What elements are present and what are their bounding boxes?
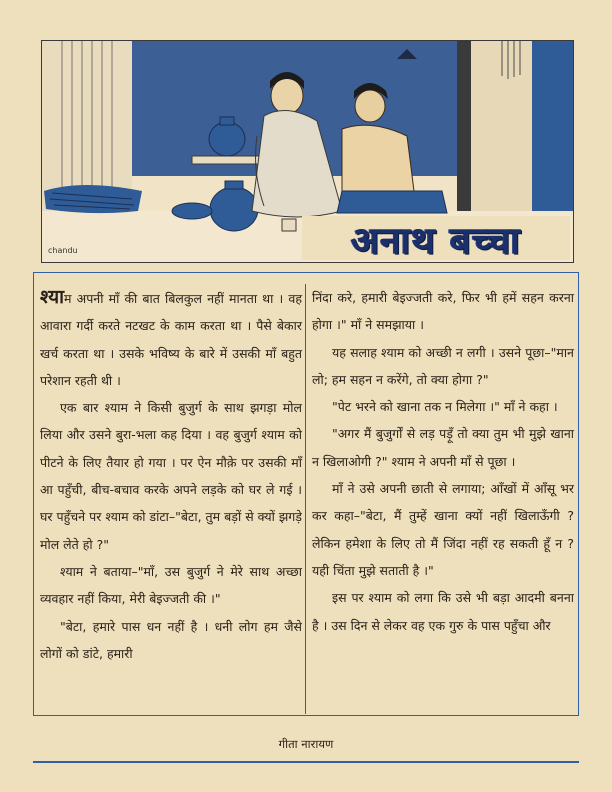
- story-column-left: [40, 284, 302, 667]
- paragraph: एक बार श्याम ने किसी बुजुर्ग के साथ झगड़ा मोल लिया और उसने बुरा-भला कह दिया । वह बुजुर्ग श्याम को पीटने के लिए तैयार हो गया । पर ऐन मौक़े पर उसकी माँ आ पहुँची, बीच-बचाव करके अपने लड़के को घर ले गई । घर पहुँचने पर श्याम को डांटा–"बेटा, तुम बड़ों से क्यों झगड़े मोल लेते हो ?": [40, 400, 302, 552]
- paragraph: "अगर मैं बुजुर्गों से लड़ पड़ूँ तो क्या तुम भी मुझे खाना न खिलाओगी ?" श्याम ने अपनी माँ से पूछा ।: [312, 426, 574, 469]
- paragraph: इस पर श्याम को लगा कि उसे भी बड़ा आदमी बनना है । उस दिन से लेकर वह एक गुरु के पास पहुँचा और: [312, 590, 574, 633]
- story-column-right: [312, 284, 574, 639]
- paragraph: निंदा करे, हमारी बेइज्जती करे, फिर भी हमें सहन करना होगा ।" माँ ने समझाया ।: [312, 290, 574, 333]
- svg-text:chandu: chandu: [48, 246, 78, 255]
- dropcap: श्या: [40, 286, 65, 308]
- paragraph: "पेट भरने को खाना तक न मिलेगा ।" माँ ने कहा ।: [332, 399, 558, 415]
- column-divider: [305, 284, 306, 714]
- paragraph: श्याम ने बताया–"माँ, उस बुजुर्ग ने मेरे साथ अच्छा व्यवहार नहीं किया, मेरी बेइज्जती की ।": [40, 563, 302, 607]
- paragraph: "बेटा, हमारे पास धन नहीं है । धनी लोग हम जैसे लोगों को डांटे, हमारी: [40, 618, 302, 661]
- footer-rule: [33, 761, 579, 763]
- paragraph: श्याम अपनी माँ की बात बिलकुल नहीं मानता था । वह आवारा गर्दी करते नटखट के काम करता था । पैसे बेकार खर्च करता था । उसके भविष्य के बारे में उसकी माँ बहुत परेशान रहती थी ।: [40, 286, 302, 388]
- story-title: अनाथ बच्चा: [350, 218, 522, 262]
- paragraph: माँ ने उसे अपनी छाती से लगाया; आँखों में आँसू भर कर कहा–"बेटा, मैं तुम्हें खाना क्यों नहीं खिलाऊँगी ? लेकिन हमेशा के लिए तो मैं जिंदा नहीं रह सकती हूँ न ? यही चिंता मुझे सताती है ।": [312, 481, 574, 578]
- story-title-box: [302, 216, 570, 260]
- author-credit: गीता नारायण: [278, 737, 334, 751]
- paragraph: यह सलाह श्याम को अच्छी न लगी । उसने पूछा–"मान लो; हम सहन न करेंगे, तो क्या होगा ?": [312, 344, 574, 387]
